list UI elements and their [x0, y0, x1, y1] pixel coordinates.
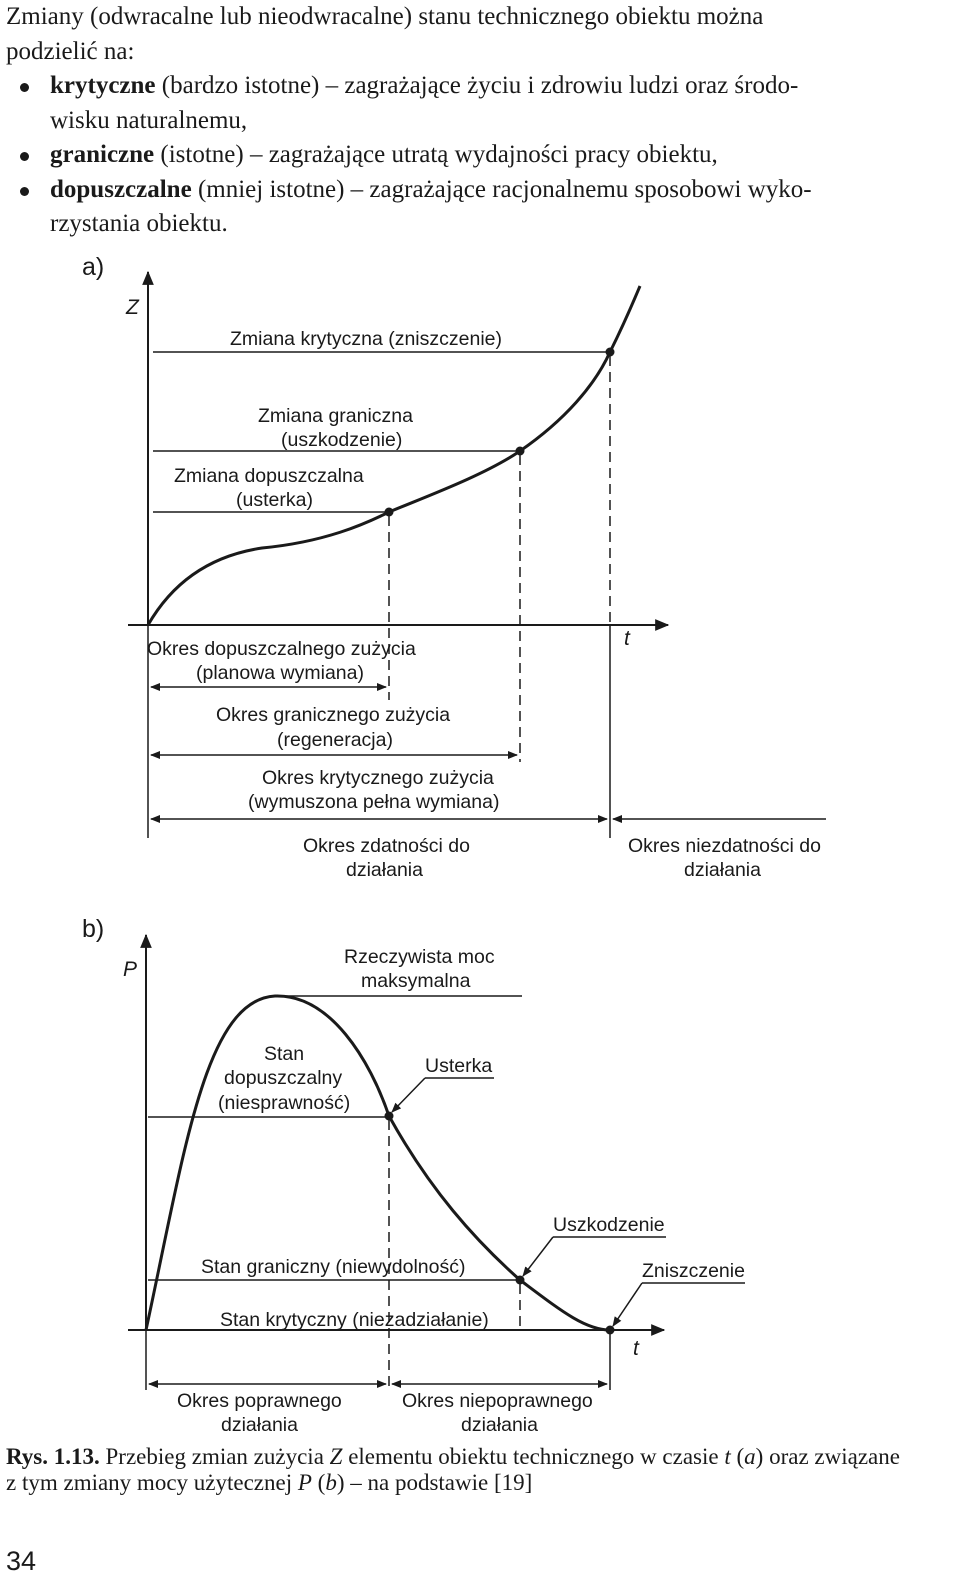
damage-pointer: [523, 1237, 553, 1276]
acceptable-state-note: (niesprawność): [218, 1092, 351, 1114]
limit-description: (istotne) – zagrażające utratą wydajności pracy obiektu,: [154, 141, 718, 168]
usable-period-label: Okres zdatności do: [303, 835, 470, 857]
max-power-sublabel: maksymalna: [361, 970, 471, 992]
caption-var-p: P: [297, 1470, 312, 1495]
fault-pointer: [392, 1078, 425, 1112]
usable-period-sublabel: działania: [346, 859, 423, 881]
intro-lead-line1: Zmiany (odwracalne lub nieodwracalne) stanu technicznego obiektu można: [6, 3, 764, 30]
figure-caption: [6, 1444, 956, 1496]
critical-state-label: Stan krytyczny (niezadziałanie): [220, 1309, 489, 1331]
acceptable-wear-period-label: Okres dopuszczalnego zużycia: [147, 638, 416, 660]
t-axis-label-b: t: [633, 1337, 639, 1360]
critical-wear-period-sublabel: (wymuszona pełna wymiana): [248, 791, 500, 813]
incorrect-operation-label: Okres niepoprawnego: [402, 1390, 593, 1412]
panel-b: [123, 935, 745, 1436]
t-axis-label-a: t: [624, 627, 630, 650]
critical-point: [606, 348, 615, 357]
limit-change-label: Zmiana graniczna: [258, 405, 413, 427]
panel-a: [125, 272, 826, 881]
caption-text-2: elementu obiektu technicznego w czasie: [342, 1444, 725, 1469]
critical-description: (bardzo istotne) – zagrażające życiu i zdrowiu ludzi oraz środo-: [155, 72, 799, 99]
term-acceptable: dopuszczalne: [50, 175, 192, 203]
correct-operation-label: Okres poprawnego: [177, 1390, 342, 1412]
fault-point: [385, 1112, 394, 1121]
caption-text-5: z tym zmiany mocy użytecznej: [6, 1470, 298, 1495]
destruction-pointer: [613, 1283, 642, 1326]
caption-var-t: t: [724, 1444, 731, 1469]
panel-a-label: a): [82, 253, 105, 281]
caption-var-z: Z: [329, 1444, 343, 1469]
caption-text-6: (: [311, 1470, 326, 1495]
destruction-point: [606, 1326, 615, 1335]
limit-wear-period-label: Okres granicznego zużycia: [216, 704, 451, 726]
acceptable-wear-period-sublabel: (planowa wymiana): [196, 662, 364, 684]
page-number: 34: [6, 1546, 37, 1576]
caption-text-3: (: [730, 1444, 745, 1469]
incorrect-operation-sublabel: działania: [461, 1414, 538, 1436]
caption-text-7: ) – na podstawie [19]: [336, 1470, 533, 1495]
term-limit: graniczne: [50, 141, 155, 168]
damage-label: Uszkodzenie: [553, 1214, 665, 1236]
critical-change-label: Zmiana krytyczna (zniszczenie): [230, 328, 502, 350]
z-axis-label: Z: [126, 296, 139, 319]
max-power-label: Rzeczywista moc: [344, 946, 495, 968]
unusable-period-label: Okres niezdatności do: [628, 835, 821, 857]
acceptable-state-label: Stan: [264, 1043, 305, 1065]
caption-var-a: a: [744, 1444, 756, 1469]
unusable-period-sublabel: działania: [684, 859, 761, 881]
limit-state-label: Stan graniczny (niewydolność): [201, 1256, 466, 1278]
acceptable-change-label: Zmiana dopuszczalna: [174, 465, 364, 487]
correct-operation-sublabel: działania: [221, 1414, 298, 1436]
caption-text-4: ) oraz związane: [755, 1444, 900, 1469]
acceptable-description: (mniej istotne) – zagrażające racjonalnemu sposobowi wyko-: [191, 175, 812, 203]
p-axis-label: P: [123, 958, 138, 981]
caption-var-b: b: [325, 1470, 337, 1495]
acceptable-state-sublabel: dopuszczalny: [224, 1067, 343, 1089]
panel-b-label: b): [82, 915, 105, 943]
critical-wear-period-label: Okres krytycznego zużycia: [262, 767, 494, 789]
limit-wear-period-sublabel: (regeneracja): [277, 729, 393, 751]
acceptable-description-cont: rzystania obiektu.: [50, 210, 228, 237]
caption-label: Rys. 1.13.: [6, 1444, 100, 1469]
acceptable-point: [385, 508, 394, 517]
caption-text-1: Przebieg zmian zużycia: [99, 1444, 330, 1469]
fault-label: Usterka: [425, 1055, 493, 1077]
limit-point: [516, 447, 525, 456]
intro-lead-line2: podzielić na:: [6, 37, 135, 65]
destruction-label: Zniszczenie: [642, 1260, 745, 1282]
term-critical: krytyczne: [50, 72, 156, 99]
limit-change-sublabel: (uszkodzenie): [281, 429, 403, 451]
acceptable-change-sublabel: (usterka): [236, 489, 313, 511]
critical-description-cont: wisku naturalnemu,: [50, 106, 248, 134]
